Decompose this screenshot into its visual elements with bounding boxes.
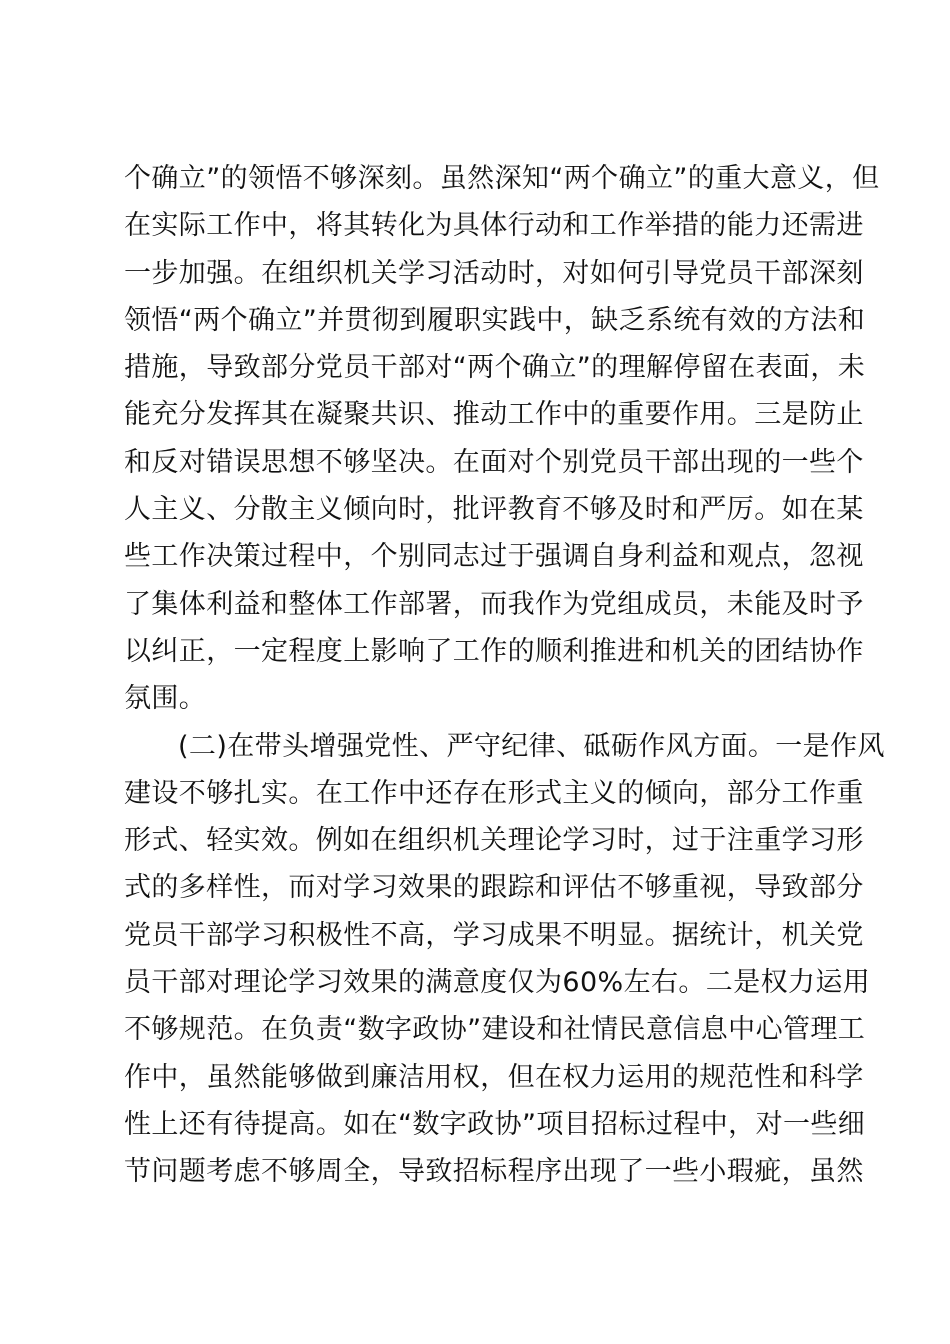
section-heading-line: (二)在带头增强党性、严守纪律、砥砺作风方面。一是作风 <box>178 730 885 762</box>
text-line: 领悟“两个确立”并贯彻到履职实践中，缺乏系统有效的方法和 <box>124 304 866 336</box>
text-line: 员干部对理论学习效果的满意度仅为60%左右。二是权力运用 <box>124 967 871 999</box>
text-line: 人主义、分散主义倾向时，批评教育不够及时和严厉。如在某 <box>124 494 864 526</box>
text-line: 能充分发挥其在凝聚共识、推动工作中的重要作用。三是防止 <box>124 399 864 431</box>
text-line: 个确立”的领悟不够深刻。虽然深知“两个确立”的重大意义，但 <box>124 163 880 194</box>
text-line: 措施，导致部分党员干部对“两个确立”的理解停留在表面，未 <box>124 352 866 384</box>
text-line: 以纠正，一定程度上影响了工作的顺利推进和机关的团结协作 <box>124 635 864 667</box>
text-line: 作中，虽然能够做到廉洁用权，但在权力运用的规范性和科学 <box>124 1061 864 1093</box>
text-line: 形式、轻实效。例如在组织机关理论学习时，过于注重学习形 <box>124 825 864 857</box>
text-line: 不够规范。在负责“数字政协”建设和社情民意信息中心管理工 <box>124 1014 866 1046</box>
text-line: 式的多样性，而对学习效果的跟踪和评估不够重视，导致部分 <box>124 872 864 904</box>
text-line: 节问题考虑不够周全，导致招标程序出现了一些小瑕疵，虽然 <box>124 1156 864 1188</box>
body-text <box>124 155 885 1196</box>
text-line: 一步加强。在组织机关学习活动时，对如何引导党员干部深刻 <box>124 257 864 289</box>
text-line: 了集体利益和整体工作部署，而我作为党组成员，未能及时予 <box>124 588 864 620</box>
text-line: 氛围。 <box>124 683 207 715</box>
text-line: 和反对错误思想不够坚决。在面对个别党员干部出现的一些个 <box>124 446 864 478</box>
text-line: 些工作决策过程中，个别同志过于强调自身利益和观点，忽视 <box>124 541 864 573</box>
text-line: 建设不够扎实。在工作中还存在形式主义的倾向，部分工作重 <box>124 777 864 809</box>
text-line: 性上还有待提高。如在“数字政协”项目招标过程中，对一些细 <box>124 1108 866 1140</box>
text-line: 党员干部学习积极性不高，学习成果不明显。据统计，机关党 <box>124 919 864 951</box>
text-line: 在实际工作中，将其转化为具体行动和工作举措的能力还需进 <box>124 210 864 242</box>
